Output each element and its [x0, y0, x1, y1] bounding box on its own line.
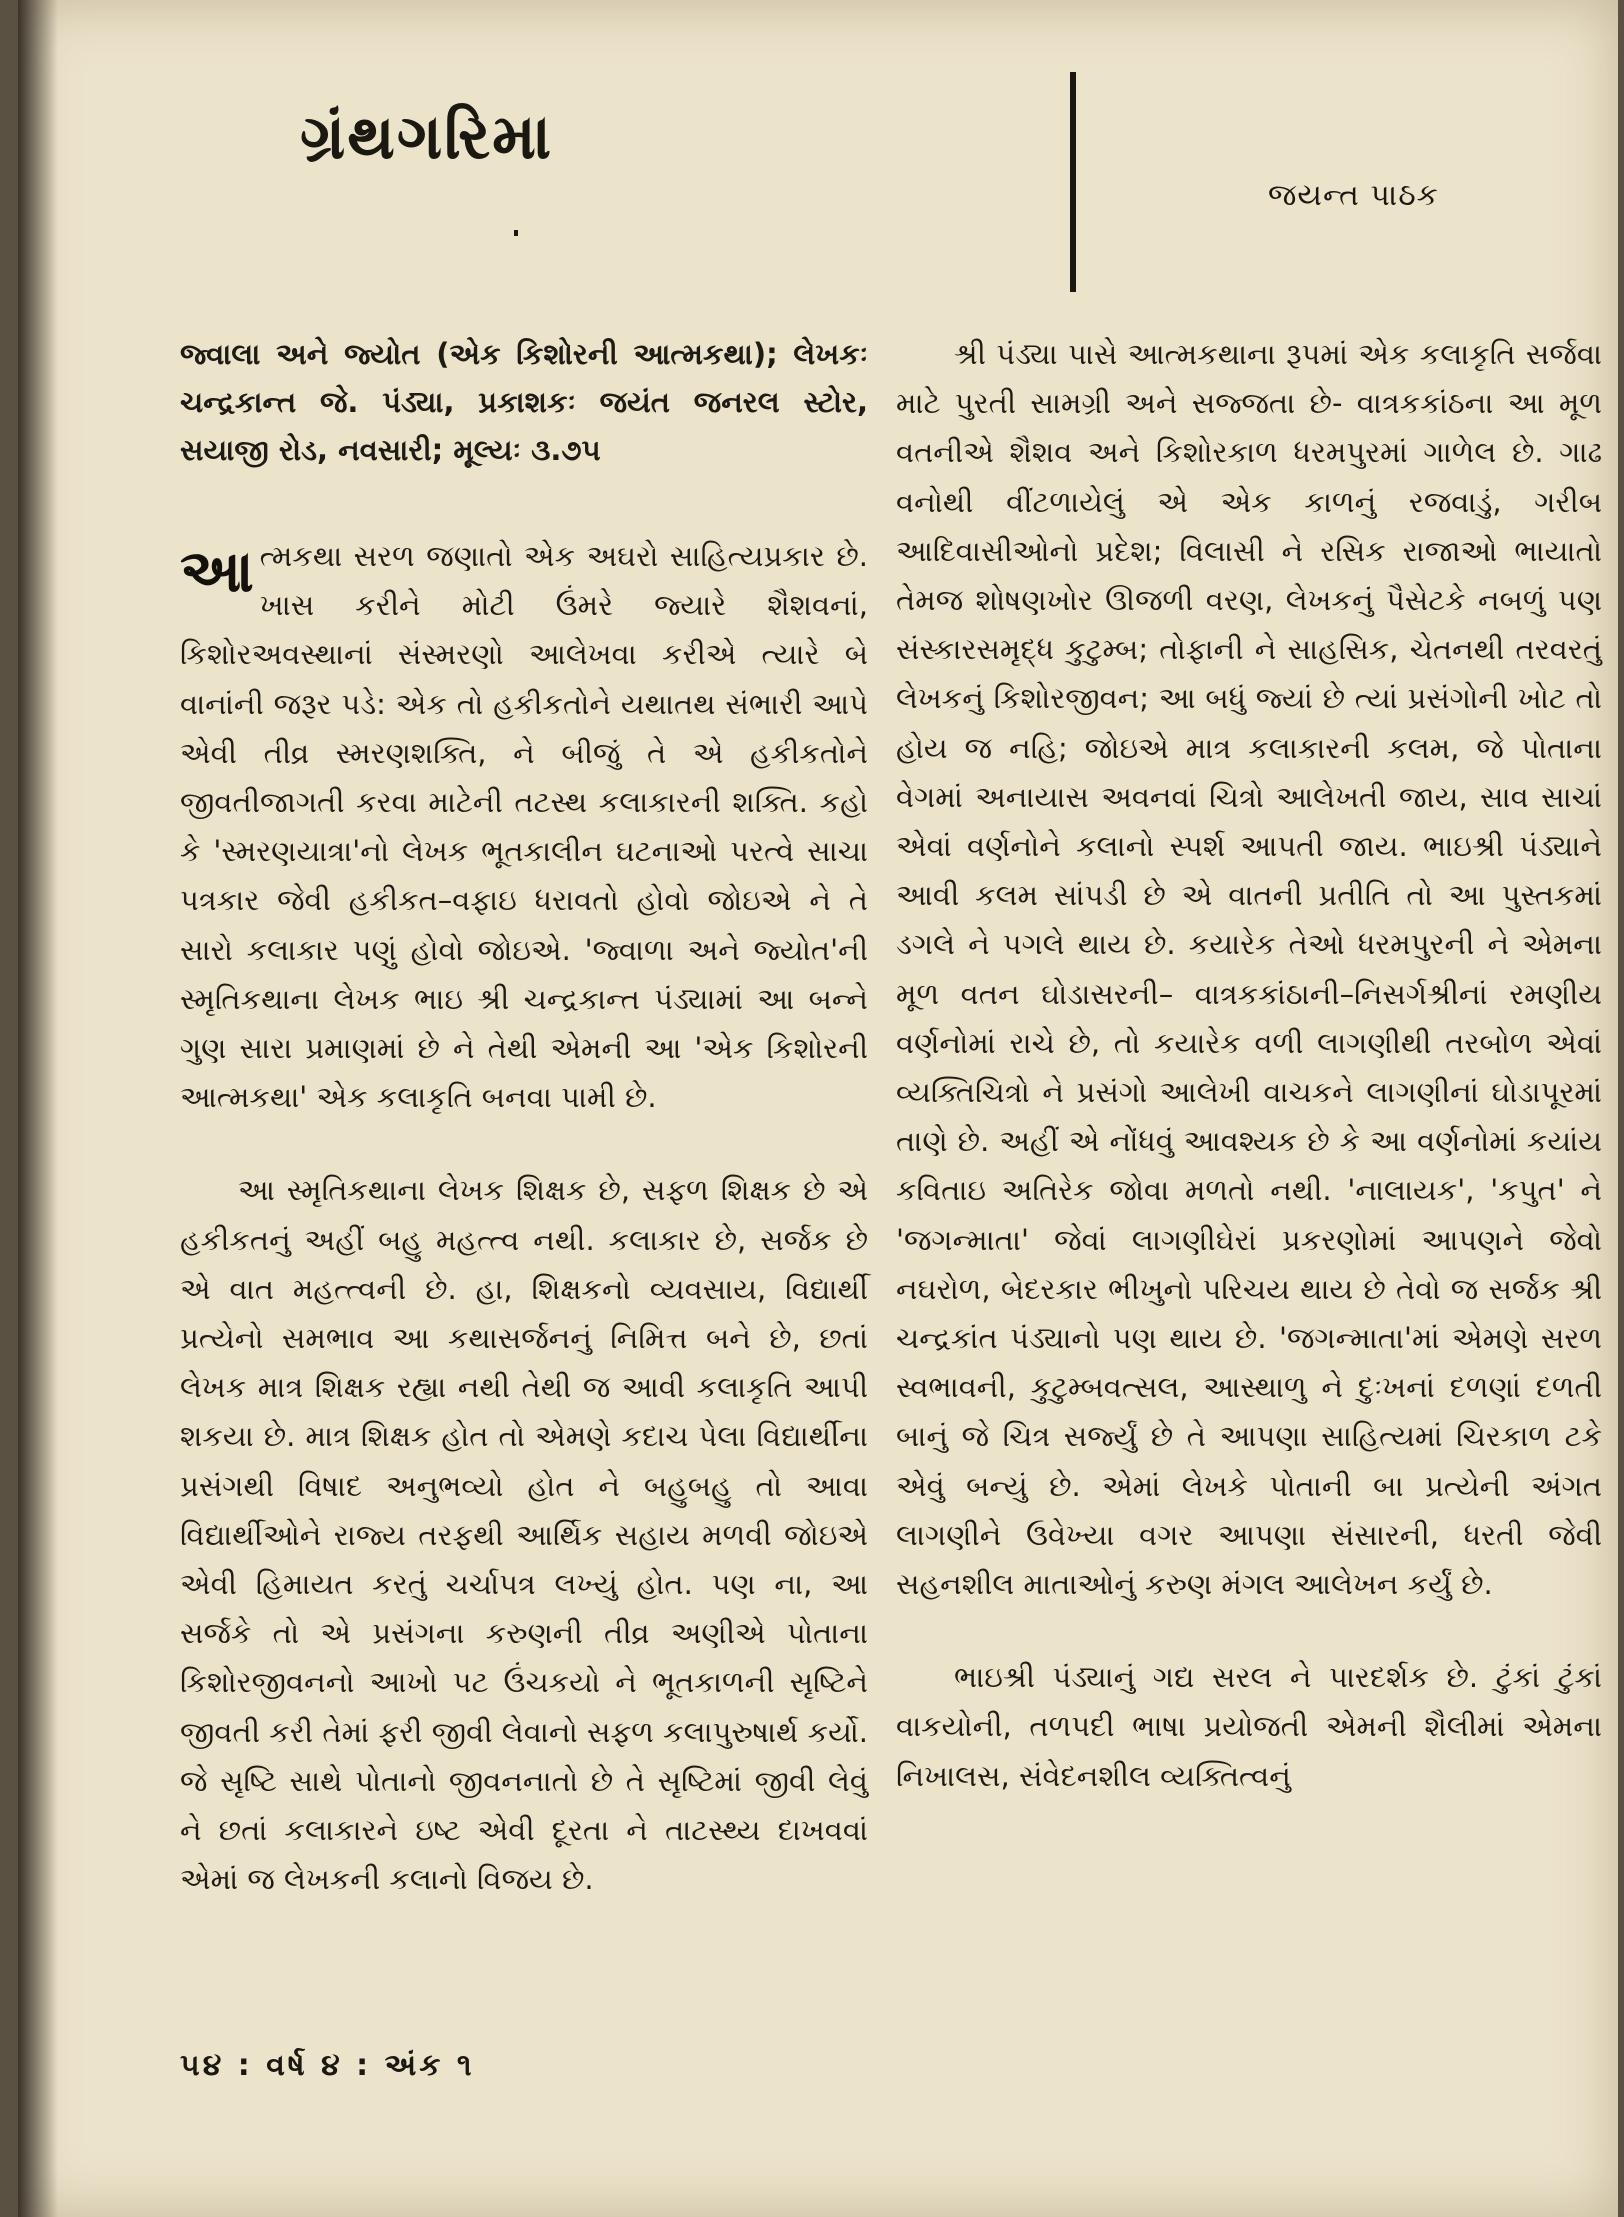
binding-shadow [18, 0, 58, 2217]
ink-speck [514, 230, 518, 236]
magazine-page [18, 0, 1618, 2217]
right-paragraph-1: શ્રી પંડ્યા પાસે આત્મકથાના રૂપમાં એક કલાકૃતિ સર્જવા માટે પુરતી સામગ્રી અને સજ્જતા છે- વાત્રકકાંઠના આ મૂળ વતનીએ શૈશવ અને કિશોરકાળ ધરમપુરમાં ગાળેલ છે. ગાઢ વનોથી વીંટળાયેલું એ એક કાળનું રજવાડું, ગરીબ આદિવાસીઓનો પ્રદેશ; વિલાસી ને રસિક રાજાઓ ભાયાતો તેમજ શોષણખોર ઊજળી વરણ, લેખકનું પૈસેટકે નબળું પણ સંસ્કારસમૃદ્ધ કુટુમ્બ; તોફાની ને સાહસિક, ચેતનથી તરવરતું લેખકનું કિશોરજીવન; આ બધું જ્યાં છે ત્યાં પ્રસંગોની ખોટ તો હોય જ નહિ; જોઇએ માત્ર કલાકારની કલમ, જે પોતાના વેગમાં અનાયાસ અવનવાં ચિત્રો આલેખતી જાય, સાવ સાચાં એવાં વર્ણનોને કલાનો સ્પર્શ આપતી જાય. ભાઇશ્રી પંડ્યાને આવી કલમ સાંપડી છે એ વાતની પ્રતીતિ તો આ પુસ્તકમાં ડગલે ને પગલે થાય છે. કયારેક તેઓ ધરમપુરની ને એમના મૂળ વતન ઘોડાસરની– વાત્રકકાંઠાની–નિસર્ગશ્રીનાં રમણીય વર્ણનોમાં રાચે છે, તો કયારેક વળી લાગણીથી તરબોળ એવાં વ્યક્તિચિત્રો ને પ્રસંગો આલેખી વાચકને લાગણીનાં ઘોડાપૂરમાં તાણે છે. અહીં એ નોંધવું આવશ્યક છે કે આ વર્ણનોમાં કયાંય કવિતાઇ અતિરેક જોવા મળતો નથી. 'નાલાયક', 'કપુત' ને 'જગન્માતા' જેવાં લાગણીઘેરાં પ્રકરણોમાં આપણને જેવો નઘરોળ, બેદરકાર ભીખુનો પરિચય થાય છે તેવો જ સર્જક શ્રી ચન્દ્રકાંત પંડ્યાનો પણ થાય છે. 'જગન્માતા'માં એમણે સરળ સ્વભાવની, કુટુમ્બવત્સલ, આસ્થાળુ ને દુઃખનાં દળણાં દળતી બાનું જે ચિત્ર સર્જ્યું છે તે આપણા સાહિત્યમાં ચિરકાળ ટકે એવું બન્યું છે. એમાં લેખકે પોતાની બા પ્રત્યેની અંગત લાગણીને ઉવેખ્યા વગર આપણા સંસારની, ધરતી જેવી સહનશીલ માતાઓનું કરુણ મંગલ આલેખન કર્યું છે. [896, 337, 1612, 1602]
left-column [180, 330, 879, 1904]
drop-cap: આ [180, 537, 254, 605]
vertical-rule [1070, 72, 1076, 292]
left-paragraph-1-text: ત્મકથા સરળ જણાતો એક અઘરો સાહિત્યપ્રકાર છે. ખાસ કરીને મોટી ઉંમરે જ્યારે શૈશવનાં, કિશોરઅવસ્થાનાં સંસ્મરણો આલેખવા કરીએ ત્યારે બે વાનાંની જરૂર પડે: એક તો હકીકતોને યથાતથ સંભારી આપે એવી તીવ્ર સ્મરણશક્તિ, ને બીજું તે એ હકીકતોને જીવતીજાગતી કરવા માટેની તટસ્થ કલાકારની શક્તિ. કહો કે 'સ્મરણયાત્રા'નો લેખક ભૂતકાલીન ઘટનાઓ પરત્વે સાચા પત્રકાર જેવી હકીકત–વફાઇ ધરાવતો હોવો જોઇએ ને તે સારો કલાકાર પણું હોવો જોઇએ. 'જ્વાળા અને જ્યોત'ની સ્મૃતિકથાના લેખક ભાઇ શ્રી ચન્દ્રકાન્ત પંડ્યામાં આ બન્ને ગુણ સારા પ્રમાણમાં છે ને તેથી એમની આ 'એક કિશોરની આત્મકથા' એક કલાકૃતિ બનવા પામી છે. [180, 539, 878, 1115]
right-column [896, 330, 1612, 1801]
section-title: ગ્રંથગરિમા [300, 100, 554, 173]
right-paragraph-2: ભાઇશ્રી પંડ્યાનું ગદ્ય સરલ ને પારદર્શક છે. ટુંકાં ટુંકાં વાકયોની, તળપદી ભાષા પ્રયોજતી એમની શૈલીમાં એમના નિખાલસ, સંવેદનશીલ વ્યક્તિત્વનું [896, 1660, 1612, 1793]
author-name: જયન્ત પાઠક [1268, 178, 1439, 213]
left-paragraph-2: આ સ્મૃતિકથાના લેખક શિક્ષક છે, સફળ શિક્ષક છે એ હકીકતનું અહીં બહુ મહત્ત્વ નથી. કલાકાર છે, સર્જક છે એ વાત મહત્ત્વની છે. હા, શિક્ષકનો વ્યવસાય, વિદ્યાર્થી પ્રત્યેનો સમભાવ આ કથાસર્જનનું નિમિત્ત બને છે, છતાં લેખક માત્ર શિક્ષક રહ્યા નથી તેથી જ આવી કલાકૃતિ આપી શકયા છે. માત્ર શિક્ષક હોત તો એમણે કદાચ પેલા વિદ્યાર્થીના પ્રસંગથી વિષાદ અનુભવ્યો હોત ને બહુબહુ તો આવા વિદ્યાર્થીઓને રાજ્ય તરફથી આર્થિક સહાય મળવી જોઇએ એવી હિમાયત કરતું ચર્ચાપત્ર લખ્યું હોત. પણ ના, આ સર્જકે તો એ પ્રસંગના કરુણની તીવ્ર અણીએ પોતાના કિશોરજીવનનો આખો પટ ઉંચકયો ને ભૂતકાળની સૃષ્ટિને જીવતી કરી તેમાં ફરી જીવી લેવાનો સફળ કલાપુરુષાર્થ કર્યો. જે સૃષ્ટિ સાથે પોતાનો જીવનનાતો છે તે સૃષ્ટિમાં જીવી લેવું ને છતાં કલાકારને ઇષ્ટ એવી દૂરતા ને તાટસ્થ્ય દાખવવાં એમાં જ લેખકની કલાનો વિજય છે. [180, 1173, 878, 1897]
left-paragraph-1 [180, 532, 878, 1122]
book-info: જ્વાલા અને જ્યોત (એક કિશોરની આત્મકથા); લેખકઃ ચન્દ્રકાન્ત જે. પંડ્યા, પ્રકાશકઃ જયંત જનરલ સ્ટોર, સયાજી રોડ, નવસારી; મૂલ્યઃ ૩.૭૫ [180, 337, 879, 467]
issue-footer: ૫૪ : વર્ષ ૪ : અંક ૧ [180, 2048, 475, 2083]
